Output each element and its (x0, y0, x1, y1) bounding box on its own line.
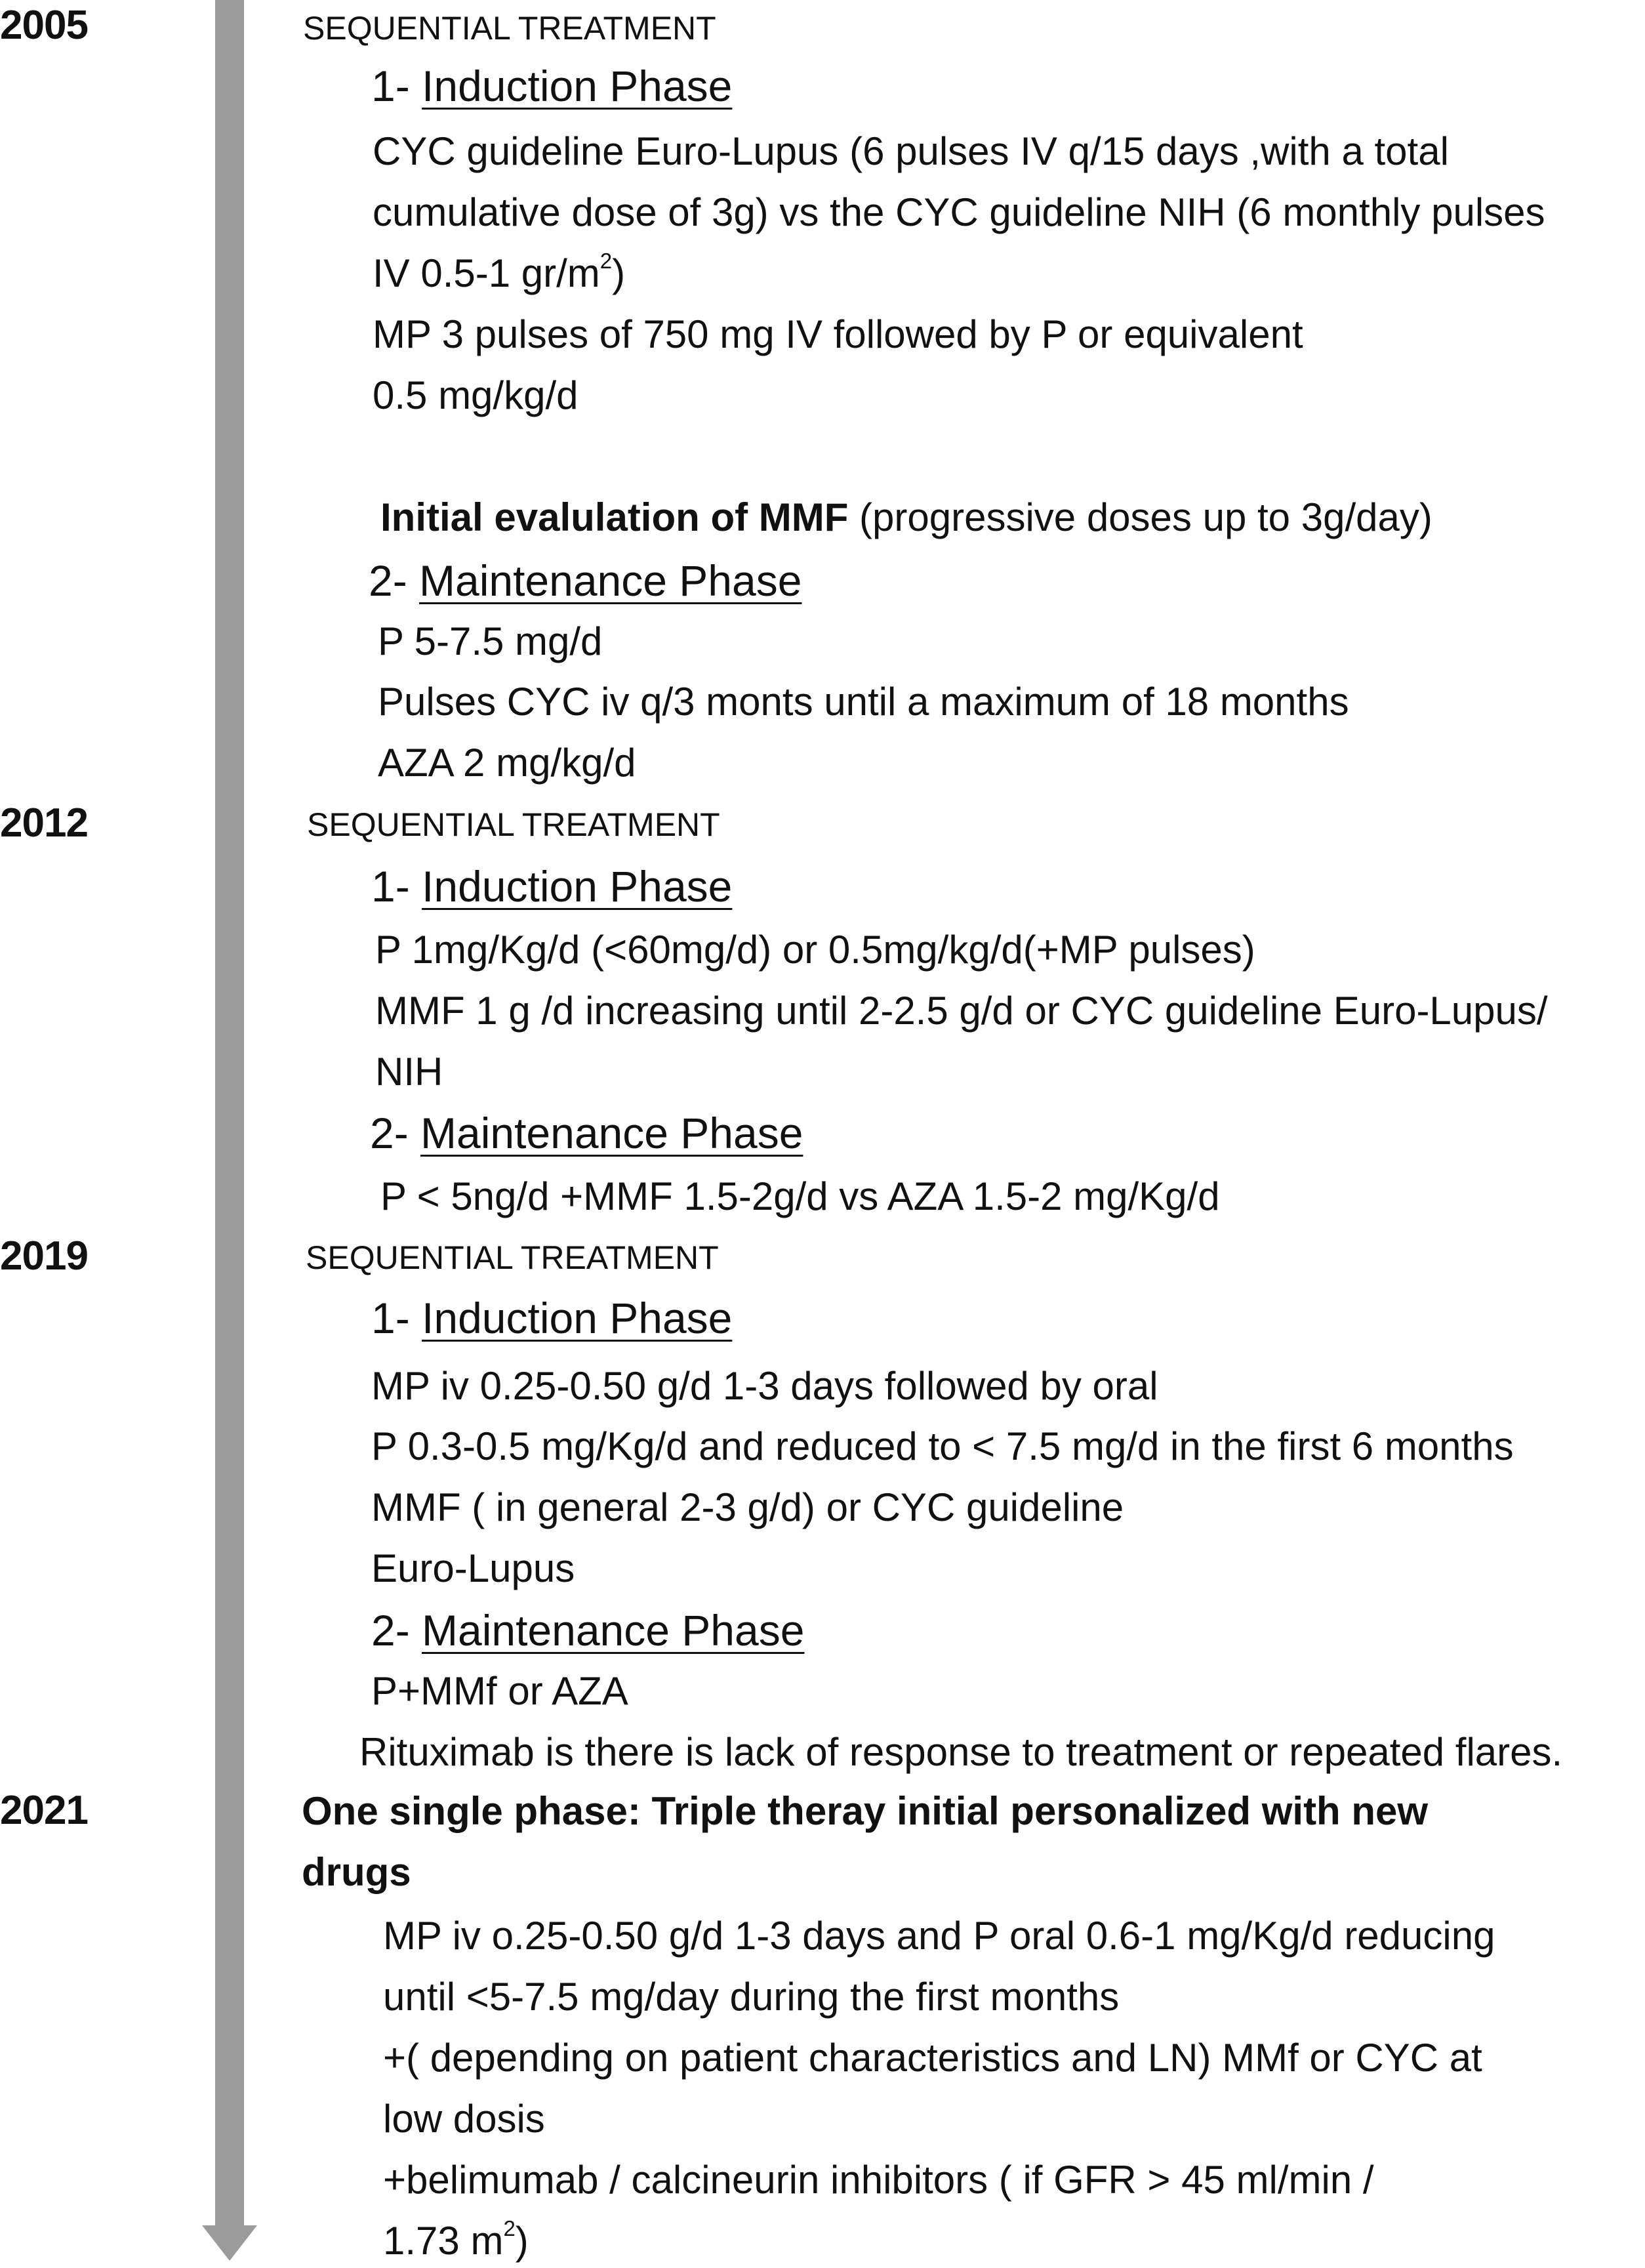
induction-line-2012: MMF 1 g /d increasing until 2-2.5 g/d or CYC guideline Euro-Lupus/ (375, 989, 1548, 1033)
maintenance-phase-2019 (371, 1607, 804, 1653)
regimen-line-2021 (383, 2218, 529, 2264)
year-2005: 2005 (0, 3, 88, 48)
phase-number: 1- (371, 1294, 422, 1342)
heading-2021: One single phase: Triple theray initial personalized with new (302, 1789, 1429, 1833)
maintenance-line-2005: P 5-7.5 mg/d (378, 619, 603, 663)
induction-line-2019: P 0.3-0.5 mg/Kg/d and reduced to < 7.5 mg/d in the first 6 months (371, 1424, 1514, 1468)
induction-phase-2012 (371, 863, 732, 909)
maintenance-line-2019: Rituximab is there is lack of response to treatment or repeated flares. (359, 1730, 1563, 1774)
phase-label: Induction Phase (422, 1294, 733, 1342)
induction-line-2005: 0.5 mg/kg/d (373, 373, 579, 417)
text-fragment: IV 0.5-1 gr/m (373, 251, 600, 295)
phase-label: Maintenance Phase (419, 556, 802, 605)
heading-2005: SEQUENTIAL TREATMENT (303, 10, 716, 47)
maintenance-line-2005: Pulses CYC iv q/3 monts until a maximum of 18 months (378, 680, 1349, 724)
text-fragment: 1.73 m (383, 2219, 504, 2263)
maintenance-phase-2012 (370, 1110, 803, 1156)
heading-2019: SEQUENTIAL TREATMENT (306, 1239, 719, 1276)
induction-line-2019: Euro-Lupus (371, 1546, 575, 1590)
induction-line-2005: cumulative dose of 3g) vs the CYC guideline NIH (6 monthly pulses (373, 190, 1545, 234)
regimen-line-2021: low dosis (383, 2097, 545, 2141)
maintenance-line-2019: P+MMf or AZA (371, 1669, 628, 1713)
phase-number: 2- (369, 556, 420, 605)
phase-number: 2- (370, 1109, 421, 1157)
regimen-line-2021: +( depending on patient characteristics and LN) MMf or CYC at (383, 2036, 1482, 2080)
phase-number: 1- (371, 862, 422, 911)
phase-label: Induction Phase (422, 62, 733, 110)
year-2021: 2021 (0, 1788, 88, 1833)
induction-line-2012: NIH (375, 1050, 443, 1094)
induction-line-2019: MMF ( in general 2-3 g/d) or CYC guideline (371, 1485, 1124, 1529)
phase-label: Maintenance Phase (420, 1109, 803, 1157)
regimen-line-2021: until <5-7.5 mg/day during the first months (383, 1975, 1120, 2019)
superscript: 2 (503, 2216, 516, 2240)
maintenance-phase-2005 (369, 558, 802, 604)
induction-phase-2005 (371, 63, 732, 109)
induction-line-2012: P 1mg/Kg/d (<60mg/d) or 0.5mg/kg/d(+MP pulses) (375, 928, 1255, 972)
mmf-rest-text: (progressive doses up to 3g/day) (848, 495, 1432, 539)
induction-line-2005: MP 3 pulses of 750 mg IV followed by P or equivalent (373, 312, 1303, 356)
induction-line-2005 (373, 248, 626, 297)
timeline-bar (215, 0, 244, 2225)
maintenance-line-2005: AZA 2 mg/kg/d (378, 741, 636, 785)
induction-line-2019: MP iv 0.25-0.50 g/d 1-3 days followed by oral (371, 1364, 1158, 1408)
maintenance-line-2012: P < 5ng/d +MMF 1.5-2g/d vs AZA 1.5-2 mg/Kg/d (380, 1174, 1220, 1218)
regimen-line-2021: +belimumab / calcineurin inhibitors ( if GFR > 45 ml/min / (383, 2158, 1374, 2202)
induction-line-2005: CYC guideline Euro-Lupus (6 pulses IV q/15 days ,with a total (373, 129, 1449, 173)
text-fragment: ) (612, 251, 626, 295)
superscript: 2 (599, 248, 613, 273)
induction-phase-2019 (371, 1295, 732, 1341)
phase-number: 2- (371, 1606, 422, 1655)
year-2019: 2019 (0, 1233, 88, 1279)
mmf-evaluation-line (380, 495, 1432, 541)
regimen-line-2021: MP iv o.25-0.50 g/d 1-3 days and P oral 0.6-1 mg/Kg/d reducing (383, 1914, 1495, 1958)
heading-2012: SEQUENTIAL TREATMENT (307, 806, 720, 843)
year-2012: 2012 (0, 800, 88, 846)
phase-number: 1- (371, 62, 422, 110)
mmf-bold-text: Initial evalulation of MMF (380, 495, 849, 539)
timeline-arrow (197, 0, 262, 2268)
timeline-arrowhead (202, 2225, 257, 2261)
phase-label: Maintenance Phase (422, 1606, 805, 1655)
phase-label: Induction Phase (422, 862, 733, 911)
text-fragment: ) (515, 2219, 529, 2263)
heading-2021: drugs (302, 1850, 411, 1894)
